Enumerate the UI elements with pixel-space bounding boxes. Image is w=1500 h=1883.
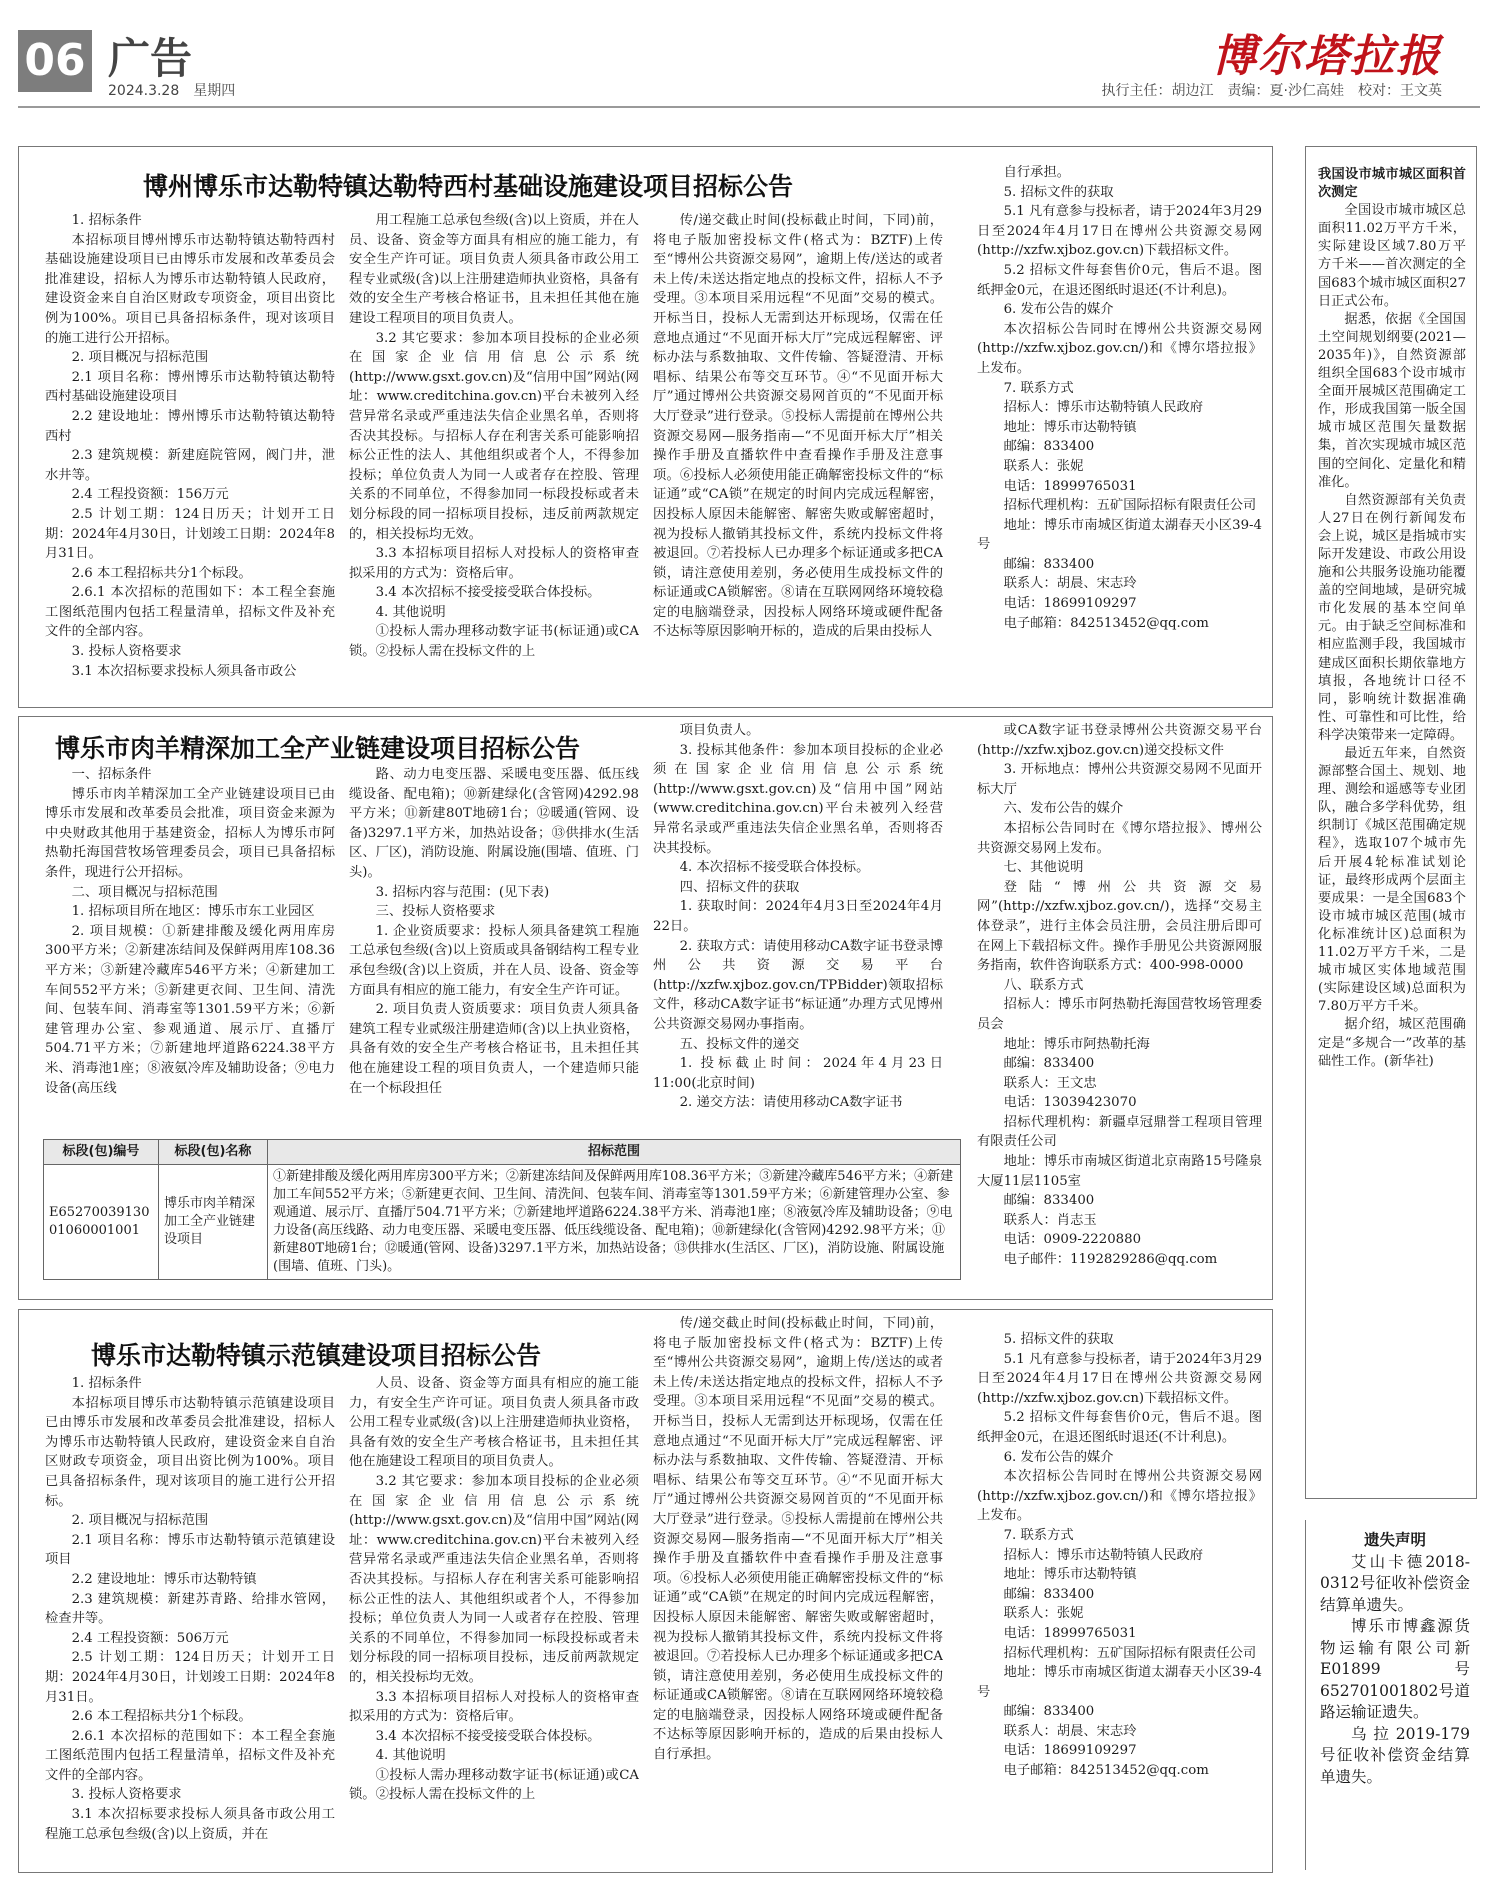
newspaper-masthead: 博尔塔拉报 <box>1212 31 1442 82</box>
paragraph: 传/递交截止时间(投标截止时间，下同)前，将电子版加密投标文件(格式为：BZTF)上传至“博州公共资源交易网”，逾期上传/送达的或者未上传/未送达指定地点的投标文件，招标人不予受理。③本项目采用远程“不见面”交易的模式。开标当日，投标人无需到达开标现场，仅需在任意地点通过“不见面开标大厅”完成远程解密、评标办法与系数抽取、文件传输、答疑澄清、开标唱标、结果公布等交互环节。④“不见面开标大厅”通过博州公共资源交易网首页的“不见面开标大厅登录”进行登录。⑤投标人需提前在博州公共资源交易网—服务指南—“不见面开标大厅”相关操作手册及直播软件中查看操作手册及注意事项。⑥投标人必须使用能正确解密投标文件的“标证通”或“CA锁”在规定的时间内完成远程解密，因投标人原因未能解密、解密失败或解密超时，视为投标人撤销其投标文件，系统内投标文件将被退回。⑦若投标人已办理多个标证通或多把CA锁，请注意使用差别，务必使用生成投标文件的标证通或CA锁解密。⑧请在互联网网络环境较稳定的电脑端登录，因投标人网络环境或硬件配备不达标等原因影响开标的，造成的后果由投标人自行承担。 <box>653 1316 943 1763</box>
news-brief <box>1318 166 1466 1486</box>
paragraph: 据介绍，城区范围确定是“多规合一”改革的基础性工作。(新华社) <box>1318 1017 1466 1069</box>
paragraph: 电话：18699109297 <box>1003 1743 1137 1759</box>
paragraph: 5. 招标文件的获取 <box>1003 184 1114 200</box>
bid-section-scope: ①新建排酸及缓化两用库房300平方米；②新建冻结间及保鲜两用库108.36平方米；③新建冷藏库546平方米；④新建加工车间552平方米；⑤新建更衣间、卫生间、清洗间、包装车间、消毒室等1301.59平方米；⑥新建管理办公室、参观通道、展示厅、直播厅504.71平方米；⑦新建地坪道路6224.38平方米、消毒池1座；⑧液氨冷库及辅助设备；⑨电力设备(高压线路、动力电变压器、采暖电变压器、低压线缆设备、配电箱)；⑩新建绿化(含管网)4292.98平方米；⑪新建80T地磅1台；⑫暖通(管网、设备)3297.1平方米，加热站设备；⑬供排水(生活区、厂区)，消防设施、附属设施(围墙、值班、门头)。 <box>268 1165 961 1280</box>
bid-section-name: 博乐市肉羊精深加工全产业链建设项目 <box>159 1165 268 1280</box>
paragraph: 路、动力电变压器、采暖电变压器、低压线缆设备、配电箱)；⑩新建绿化(含管网)4292.98平方米；⑪新建80T地磅1台；⑫暖通(管网、设备)3297.1平方米，加热站设备；⑬供排水(生活区、厂区)，消防设施、附属设施(围墙、值班、门头)。 <box>349 767 639 880</box>
paragraph: 5.2 招标文件每套售价0元，售后不退。图纸押金0元，在退还图纸时退还(不计利息)。 <box>977 1410 1262 1445</box>
paragraph: 电话：18699109297 <box>1003 596 1137 612</box>
lost-notice-title: 遗失声明 <box>1363 1531 1426 1549</box>
notice-2-col-1 <box>45 765 335 1169</box>
paragraph: 2.3 建筑规模：新建苏青路、给排水管网，检查井等。 <box>45 1591 335 1627</box>
paragraph: 3.3 本招标项目招标人对投标人的资格审查拟采用的方式为：资格后审。 <box>349 1689 639 1725</box>
paragraph: 3. 开标地点：博州公共资源交易网不见面开标大厅 <box>977 762 1262 797</box>
notice-1-col-1 <box>45 211 335 699</box>
news-brief-body <box>1318 202 1466 1071</box>
notice-1-col-4 <box>977 163 1262 699</box>
paragraph: 1. 投标截止时间：2024年4月23日11:00(北京时间) <box>653 1056 943 1091</box>
notice-3-col-4 <box>977 1330 1262 1864</box>
paragraph: 2. 项目概况与招标范围 <box>71 1513 209 1529</box>
notice-1-title: 博州博乐市达勒特镇达勒特西村基础设施建设项目招标公告 <box>143 172 794 201</box>
paragraph: 2. 递交方法：请使用移动CA数字证书 <box>679 1095 903 1111</box>
paragraph: 2.1 项目名称：博州博乐市达勒特镇达勒特西村基础设施建设项目 <box>45 369 335 405</box>
paragraph: 自然资源部有关负责人27日在例行新闻发布会上说，城区是指城市实际开发建设、市政公用设施和公共服务设施功能覆盖的空间地域，是研究城市化发展的基本空间单元。由于缺乏空间标准和相应监测手段，我国城市建成区面积长期依靠地方填报，各地统计口径不同，影响统计数据准确性、可靠性和可比性，给科学决策带来一定障碍。 <box>1318 492 1466 743</box>
paragraph: 本招标项目博州博乐市达勒特镇达勒特西村基础设施建设项目已由博乐市发展和改革委员会批准建设，招标人为博乐市达勒特镇人民政府，建设资金来自自治区财政专项资金，项目出资比例为100%。项目已具备招标条件，现对该项目的施工进行公开招标。 <box>45 232 335 346</box>
paragraph: 2.6 本工程招标共分1个标段。 <box>71 565 252 581</box>
paragraph: 2.5 计划工期：124日历天；计划开工日期：2024年4月30日，计划竣工日期：2024年8月31日。 <box>45 506 335 562</box>
paragraph: 2.4 工程投资额：506万元 <box>71 1630 229 1646</box>
paragraph: 联系人：张妮 <box>1003 1606 1084 1622</box>
paragraph: 1. 招标条件 <box>71 1376 142 1391</box>
notice-3-title: 博乐市达勒特镇示范镇建设项目招标公告 <box>91 1341 542 1370</box>
paragraph: 5.1 凡有意参与投标者，请于2024年3月29日至2024年4月17日在博州公共资源交易网(http://xzfw.xjboz.gov.cn)下载招标文件。 <box>977 204 1262 259</box>
paragraph: 五、投标文件的递交 <box>679 1036 800 1052</box>
paragraph: 招标代理机构：五矿国际招标有限责任公司 <box>1003 1645 1257 1661</box>
paragraph: 博乐市博鑫源货物运输有限公司新E01899号652701001802号道路运输证遗失。 <box>1320 1617 1470 1721</box>
paragraph: 3.4 本次招标不接受接受联合体投标。 <box>375 585 601 601</box>
paragraph: 据悉，依据《全国国土空间规划纲要(2021—2035年)》，自然资源部组织全国683个设市城市全面开展城区范围确定工作，形成我国第一版全国城市城区范围矢量数据集，首次实现城市城区范围的空间化、定量化和精准化。 <box>1318 311 1466 490</box>
paragraph: 2.6.1 本次招标的范围如下：本工程全套施工图纸范围内包括工程量清单，招标文件及补充文件的全部内容。 <box>45 585 335 640</box>
paragraph: 3.1 本次招标要求投标人须具备市政公用工程施工总承包叁级(含)以上资质，并在 <box>45 1807 335 1842</box>
paragraph: 2. 获取方式：请使用移动CA数字证书登录博州公共资源交易平台(http://xzfw.xjboz.gov.cn/TPBidder)领取招标文件，移动CA数字证书“标证通”办理方式见博州公共资源交易网办事指南。 <box>653 938 943 1032</box>
table-header-scope: 招标范围 <box>268 1140 961 1165</box>
paragraph: 本招标项目博乐市达勒特镇示范镇建设项目已由博乐市发展和改革委员会批准建设，招标人为博乐市达勒特镇人民政府，建设资金来自自治区财政专项资金，项目出资比例为100%。项目已具备招标条件，现对该项目的施工进行公开招标。 <box>45 1395 335 1509</box>
paragraph: 1. 获取时间：2024年4月3日至2024年4月22日。 <box>653 899 943 934</box>
paragraph: 联系人：王文忠 <box>1003 1075 1097 1091</box>
notice-3-col-1 <box>45 1374 335 1864</box>
notice-2-col-3 <box>653 721 943 1169</box>
paragraph: 2.2 建设地址：博州博乐市达勒特镇达勒特西村 <box>45 408 335 444</box>
paragraph: 联系人：胡晨、宋志玲 <box>1003 1723 1137 1739</box>
table-row <box>44 1165 961 1280</box>
paragraph: 四、招标文件的获取 <box>679 879 800 895</box>
bid-section-code: E6527003913001060001001 <box>44 1165 159 1280</box>
page-number: 06 <box>18 30 92 92</box>
paragraph: 一、招标条件 <box>71 767 152 782</box>
paragraph: 招标代理机构：新疆卓冠鼎誉工程项目管理有限责任公司 <box>977 1114 1262 1150</box>
paragraph: 本次招标公告同时在博州公共资源交易网(http://xzfw.xjboz.gov.cn/)和《博尔塔拉报》上发布。 <box>977 1469 1262 1524</box>
paragraph: 2.4 工程投资额：156万元 <box>71 487 229 503</box>
header-divider <box>18 106 1480 108</box>
paragraph: 地址：博乐市南城区街道太湖春天小区39-4号 <box>977 517 1262 553</box>
paragraph: 邮编：833400 <box>1003 556 1095 572</box>
paragraph: 地址：博乐市达勒特镇 <box>1003 1567 1137 1583</box>
notice-3-col-3 <box>653 1314 943 1864</box>
lost-notices <box>1320 1530 1470 1870</box>
paragraph: 2. 项目负责人资质要求：项目负责人须具备建筑工程专业贰级注册建造师(含)以上执业资格，具备有效的安全生产考核合格证书，且未担任其他在施建设工程的项目负责人，一个建造师只能在一个标段担任 <box>349 1002 639 1096</box>
paragraph: 全国设市城市城区总面积11.02万平方千米，实际建设区域7.80万平方千米——首次测定的全国683个城市城区面积27日正式公布。 <box>1318 203 1466 309</box>
paragraph: 招标人：博乐市达勒特镇人民政府 <box>1003 400 1204 416</box>
table-header-row <box>44 1140 961 1165</box>
paragraph: 博乐市肉羊精深加工全产业链建设项目已由博乐市发展和改革委员会批准，项目资金来源为中央财政其他用于基建资金，招标人为博乐市阿热勒托海国营牧场管理委员会，项目已具备招标条件，现进行公开招标。 <box>45 786 335 880</box>
paragraph: 2.6 本工程招标共分1个标段。 <box>71 1709 252 1725</box>
paragraph: 登陆“博州公共资源交易网”(http://xzfw.xjboz.gov.cn/)，选择“交易主体登录”，进行主体会员注册，会员注册后即可在网上下载招标文件。操作手册见公共资源网服务指南，软件咨询联系方式：400-998-0000 <box>977 879 1262 974</box>
paragraph: 项目负责人。 <box>679 723 760 738</box>
paragraph: 自行承担。 <box>1003 165 1071 180</box>
paragraph: 电话：13039423070 <box>1003 1095 1137 1111</box>
paragraph: 二、项目概况与招标范围 <box>71 884 218 900</box>
publication-date: 2024.3.28 星期四 <box>108 83 236 99</box>
paragraph: 人员、设备、资金等方面具有相应的施工能力，有安全生产许可证。项目负责人须具备市政公用工程专业贰级(含)以上注册建造师执业资格，具备有效的安全生产考核合格证书，且未担任其他在施建设工程项目的项目负责人。 <box>349 1376 639 1470</box>
paragraph: 4. 其他说明 <box>375 604 446 620</box>
paragraph: 7. 联系方式 <box>1003 380 1074 396</box>
paragraph: 4. 本次招标不接受联合体投标。 <box>679 860 870 876</box>
paragraph: 联系人：肖志玉 <box>1003 1212 1097 1228</box>
paragraph: 5.1 凡有意参与投标者，请于2024年3月29日至2024年4月17日在博州公共资源交易网(http://xzfw.xjboz.gov.cn)下载招标文件。 <box>977 1351 1262 1406</box>
paragraph: 3.4 本次招标不接受接受联合体投标。 <box>375 1728 601 1744</box>
notice-2-col-2 <box>349 765 639 1169</box>
paragraph: 联系人：张妮 <box>1003 458 1084 474</box>
paragraph: 3.1 本次招标要求投标人须具备市政公 <box>71 663 297 679</box>
paragraph: 3. 投标人资格要求 <box>71 1787 182 1803</box>
paragraph: 招标人：博乐市阿热勒托海国营牧场管理委员会 <box>977 997 1262 1032</box>
paragraph: 3.3 本招标项目招标人对投标人的资格审查拟采用的方式为：资格后审。 <box>349 546 639 581</box>
paragraph: 3. 招标内容与范围：(见下表) <box>375 884 550 900</box>
paragraph: 6. 发布公告的媒介 <box>1003 1449 1114 1465</box>
paragraph: 6. 发布公告的媒介 <box>1003 302 1114 318</box>
notice-2-title: 博乐市肉羊精深加工全产业链建设项目招标公告 <box>55 734 581 763</box>
paragraph: 2. 项目规模：①新建排酸及缓化两用库房300平方米；②新建冻结间及保鲜两用库108.36平方米；③新建冷藏库546平方米；④新建加工车间552平方米；⑤新建更衣间、卫生间、清洗间、包装车间、消毒室等1301.59平方米；⑥新建管理办公室、参观通道、展示厅、直播厅504.71平方米；⑦新建地坪道路6224.38平方米、消毒池1座；⑧液氨冷库及辅助设备；⑨电力设备(高压线 <box>45 923 335 1096</box>
paragraph: 2.2 建设地址：博乐市达勒特镇 <box>71 1571 257 1587</box>
paragraph: 邮编：833400 <box>1003 439 1095 455</box>
paragraph: 3. 投标人资格要求 <box>71 644 182 660</box>
paragraph: 邮编：833400 <box>1003 1193 1095 1209</box>
editor-credits: 执行主任：胡边江 责编：夏·沙仁高娃 校对：王文英 <box>1101 83 1442 99</box>
paragraph: 3.2 其它要求：参加本项目投标的企业必须在国家企业信用信息公示系统(http://www.gsxt.gov.cn)及“信用中国”网站(网址：www.creditchina.gov.cn)平台未被列入经营异常名录或严重违法失信企业黑名单，否则将否决其投标。与招标人存在利害关系可能影响招标公正性的法人、其他组织或者个人，不得参加投标；单位负责人为同一人或者存在控股、管理关系的不同单位，不得参加同一标段投标或者未划分标段的同一招标项目投标，违反前两款规定的，相关投标均无效。 <box>349 1473 639 1685</box>
paragraph: 八、联系方式 <box>1003 977 1084 993</box>
paragraph: 2.1 项目名称：博乐市达勒特镇示范镇建设项目 <box>45 1532 335 1568</box>
notice-3-col-2 <box>349 1374 639 1864</box>
section-title: 广告 <box>108 34 193 83</box>
bid-section-table <box>43 1139 961 1280</box>
paragraph: 3. 投标其他条件：参加本项目投标的企业必须在国家企业信用信息公示系统(http://www.gsxt.gov.cn)及“信用中国”网站(www.creditchina.gov.cn)平台未被列入经营异常名录或严重违法失信企业黑名单，否则将否决其投标。 <box>653 742 943 856</box>
paragraph: 地址：博乐市达勒特镇 <box>1003 419 1137 435</box>
table-header-name: 标段(包)名称 <box>159 1140 268 1165</box>
paragraph: 电话：18999765031 <box>1003 478 1137 494</box>
table-header-code: 标段(包)编号 <box>44 1140 159 1165</box>
paragraph: 用工程施工总承包叁级(含)以上资质，并在人员、设备、资金等方面具有相应的施工能力，有安全生产许可证。项目负责人须具备市政公用工程专业贰级(含)以上注册建造师执业资格，具备有效的安全生产考核合格证书，且未担任其他在施建设工程项目的项目负责人。 <box>349 213 639 326</box>
tender-notice-2 <box>18 716 1273 1300</box>
paragraph: 三、投标人资格要求 <box>375 904 496 920</box>
paragraph: 2.5 计划工期：124日历天；计划开工日期：2024年4月30日，计划竣工日期：2024年8月31日。 <box>45 1650 335 1705</box>
paragraph: 电子邮件：1192829286@qq.com <box>1003 1252 1218 1268</box>
paragraph: 联系人：胡晨、宋志玲 <box>1003 576 1137 592</box>
paragraph: 邮编：833400 <box>1003 1704 1095 1720</box>
paragraph: 地址：博乐市南城区街道太湖春天小区39-4号 <box>977 1665 1262 1700</box>
notice-2-col-4 <box>977 721 1262 1287</box>
paragraph: 招标人：博乐市达勒特镇人民政府 <box>1003 1547 1204 1563</box>
paragraph: 3.2 其它要求：参加本项目投标的企业必须在国家企业信用信息公示系统(http://www.gsxt.gov.cn)及“信用中国”网站(网址：www.creditchina.gov.cn)平台未被列入经营异常名录或严重违法失信企业黑名单，否则将否决其投标。与招标人存在利害关系可能影响招标公正性的法人、其他组织或者个人，不得参加投标；单位负责人为同一人或者存在控股、管理关系的不同单位，不得参加同一标段投标或者未划分标段的同一招标项目投标，违反前两款规定的，相关投标均无效。 <box>349 330 639 542</box>
paragraph: 乌拉2019-179号征收补偿资金结算单遗失。 <box>1320 1724 1470 1786</box>
paragraph: 邮编：833400 <box>1003 1586 1095 1602</box>
paragraph: 地址：博乐市南城区街道北京南路15号隆泉大厦11层1105室 <box>977 1154 1262 1189</box>
paragraph: 本招标公告同时在《博尔塔拉报》、博州公共资源交易网上发布。 <box>977 820 1262 856</box>
notice-1-col-2 <box>349 211 639 699</box>
paragraph: 或CA数字证书登录博州公共资源交易平台(http://xzfw.xjboz.gov.cn)递交投标文件 <box>977 723 1262 758</box>
paragraph: 2. 项目概况与招标范围 <box>71 350 209 366</box>
lost-notice-body <box>1320 1552 1470 1789</box>
paragraph: 招标代理机构：五矿国际招标有限责任公司 <box>1003 498 1257 514</box>
paragraph: 1. 招标条件 <box>71 213 142 228</box>
paragraph: 最近五年来，自然资源部整合国土、规划、地理、测绘和遥感等专业团队，融合多学科优势，组织制订《城区范围确定规程》，选取107个城市先后开展4轮标准试划论证，最终形成两个层面主要成果：一是全国683个设市城市城区范围(城市化标准统计区)总面积为11.02万平方千米，二是城市城区实体地域范围(实际建设区域)总面积为7.80万平方千米。 <box>1318 746 1466 1015</box>
paragraph: 电子邮箱：842513452@qq.com <box>1003 1763 1209 1779</box>
paragraph: 邮编：833400 <box>1003 1056 1095 1072</box>
paragraph: 1. 招标项目所在地区：博乐市东工业园区 <box>71 904 315 920</box>
paragraph: 2.6.1 本次招标的范围如下：本工程全套施工图纸范围内包括工程量清单，招标文件及补充文件的全部内容。 <box>45 1728 335 1783</box>
paragraph: 电话：0909-2220880 <box>1003 1232 1142 1248</box>
paragraph: ①投标人需办理移动数字证书(标证通)或CA锁。②投标人需在投标文件的上 <box>349 1767 639 1803</box>
paragraph: 5.2 招标文件每套售价0元，售后不退。图纸押金0元，在退还图纸时退还(不计利息)。 <box>977 262 1262 298</box>
paragraph: 电子邮箱：842513452@qq.com <box>1003 615 1209 631</box>
paragraph: 7. 联系方式 <box>1003 1527 1074 1543</box>
paragraph: 七、其他说明 <box>1003 860 1084 876</box>
tender-notice-1 <box>18 146 1273 708</box>
paragraph: 1. 企业资质要求：投标人须具备建筑工程施工总承包叁级(含)以上资质或具备钢结构工程专业承包叁级(含)以上资质，并在人员、设备、资金等方面具有相应的施工能力，有安全生产许可证。 <box>349 923 639 998</box>
notice-1-col-3 <box>653 211 943 699</box>
paragraph: 4. 其他说明 <box>375 1748 446 1764</box>
paragraph: 电话：18999765031 <box>1003 1625 1137 1641</box>
paragraph: 5. 招标文件的获取 <box>1003 1332 1114 1347</box>
tender-notice-3 <box>18 1309 1273 1873</box>
paragraph: ①投标人需办理移动数字证书(标证通)或CA锁。②投标人需在投标文件的上 <box>349 624 639 660</box>
paragraph: 2.3 建筑规模：新建庭院管网，阀门井，泄水井等。 <box>45 448 335 483</box>
paragraph: 传/递交截止时间(投标截止时间，下同)前，将电子版加密投标文件(格式为：BZTF)上传至“博州公共资源交易网”，逾期上传/送达的或者未上传/未送达指定地点的投标文件，招标人不予受理。③本项目采用远程“不见面”交易的模式。开标当日，投标人无需到达开标现场，仅需在任意地点通过“不见面开标大厅”完成远程解密、评标办法与系数抽取、文件传输、答疑澄清、开标唱标、结果公布等交互环节。④“不见面开标大厅”通过博州公共资源交易网首页的“不见面开标大厅登录”进行登录。⑤投标人需提前在博州公共资源交易网—服务指南—“不见面开标大厅”相关操作手册及直播软件中查看操作手册及注意事项。⑥投标人必须使用能正确解密投标文件的“标证通”或“CA锁”在规定的时间内完成远程解密，因投标人原因未能解密、解密失败或解密超时，视为投标人撤销其投标文件，系统内投标文件将被退回。⑦若投标人已办理多个标证通或多把CA锁，请注意使用差别，务必使用生成投标文件的标证通或CA锁解密。⑧请在互联网网络环境较稳定的电脑端登录，因投标人网络环境或硬件配备不达标等原因影响开标的，造成的后果由投标人 <box>653 213 943 640</box>
paragraph: 地址：博乐市阿热勒托海 <box>1003 1036 1150 1052</box>
paragraph: 艾山卡德2018-0312号征收补偿资金结算单遗失。 <box>1320 1552 1470 1614</box>
paragraph: 本次招标公告同时在博州公共资源交易网(http://xzfw.xjboz.gov.cn/)和《博尔塔拉报》上发布。 <box>977 321 1262 376</box>
paragraph: 六、发布公告的媒介 <box>1003 801 1124 817</box>
news-brief-title: 我国设市城市城区面积首次测定 <box>1318 167 1466 201</box>
